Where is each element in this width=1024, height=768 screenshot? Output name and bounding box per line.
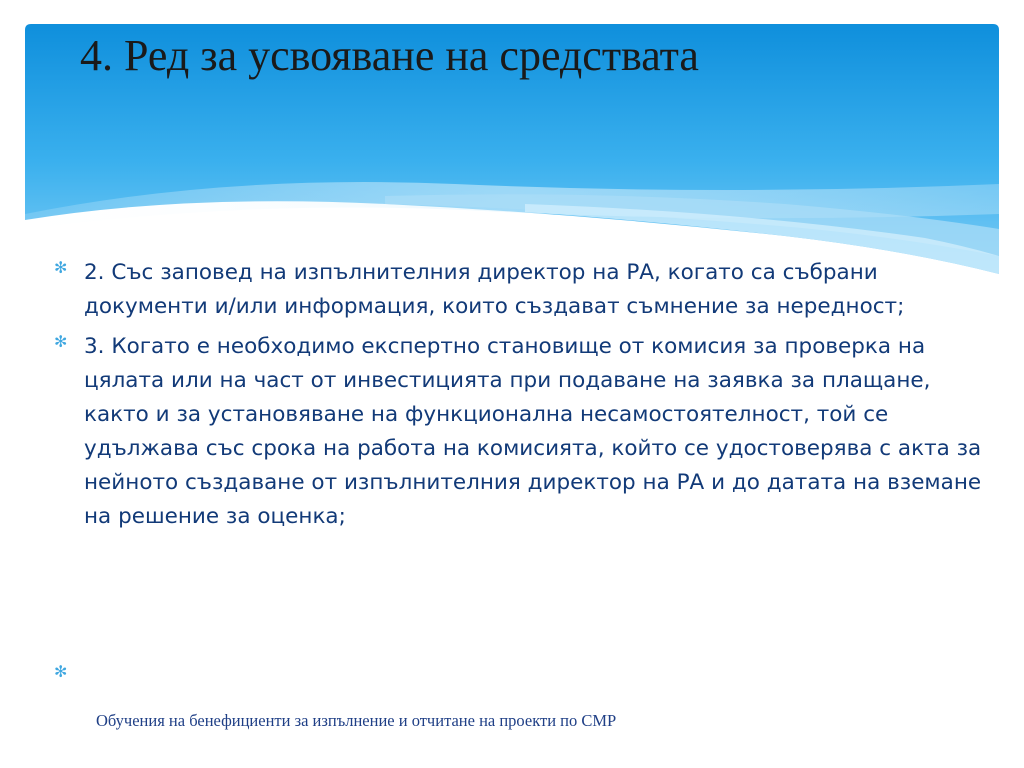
bullet-item [54,256,984,324]
slide-footer: Обучения на бенефициенти за изпълнение и отчитане на проекти по СМР [96,711,617,730]
bullet-list [54,256,984,540]
asterisk-bullet-icon: ✻ [54,258,68,277]
bullet-text: 3. Когато е необходимо експертно становище от комисия за проверка на цялата или на част от инвестицията при подаване на заявка за плащане, както и за установяване на функционална несамостоятелност, той се удължава със срока на работа на комисията, който се удостоверява с акта за нейното създаване от изпълнителния директор на РА и до датата на вземане на решение за оценка; [84,334,982,529]
slide-title: 4. Ред за усвояване на средствата [80,31,699,80]
bullet-item [54,330,984,534]
bullet-text: 2. Със заповед на изпълнителния директор на РА, когато са събрани документи и/или информация, които създават съмнение за нередност; [84,260,905,319]
empty-bullet-icon: ✻ [54,662,68,681]
asterisk-bullet-icon: ✻ [54,332,68,351]
